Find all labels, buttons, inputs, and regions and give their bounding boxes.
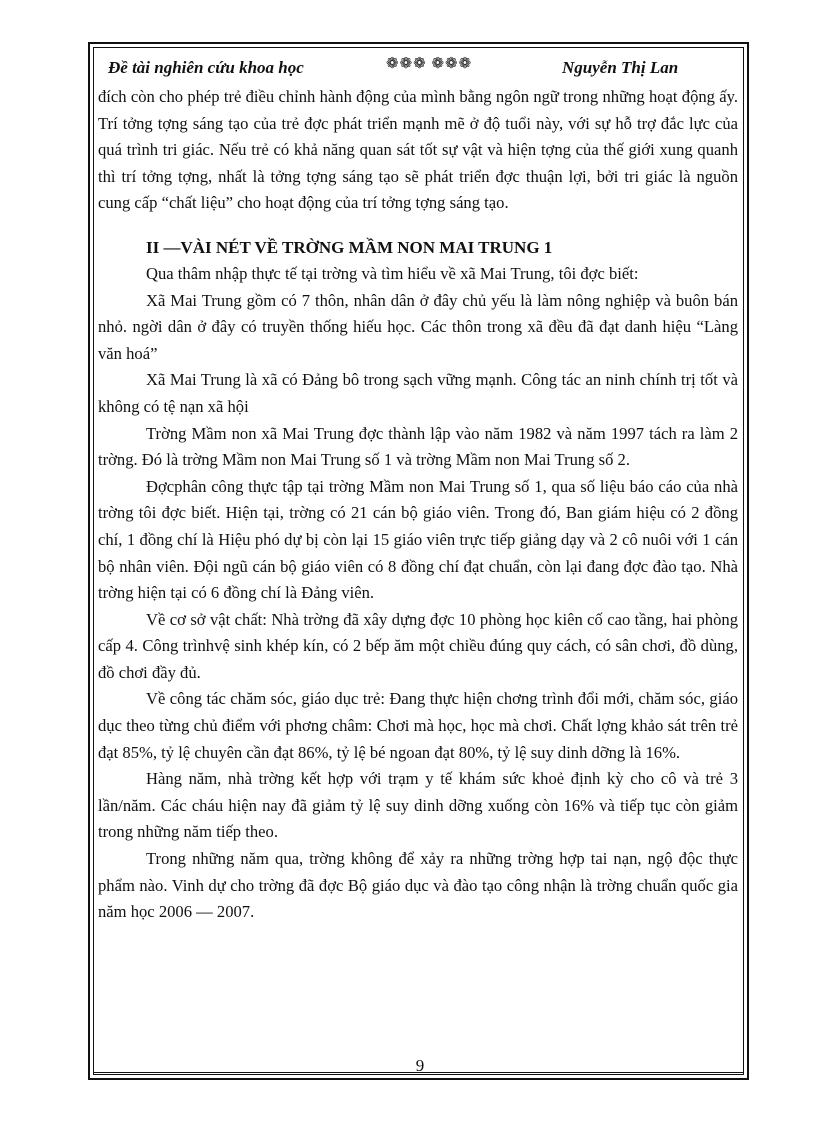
page-header <box>100 54 736 84</box>
paragraph: đích còn cho phép trẻ điều chỉnh hành động của mình bằng ngôn ngữ trong những hoạt động ấy. Trí tởng tợng sáng tạo của trẻ đợc phát triển mạnh mẽ ở độ tuổi này, với sự hỗ trợ đắc lực của quá trình tri giác. Nếu trẻ có khả năng quan sát tốt sự vật và hiện tợng của thế giới xung quanh thì trí tởng tợng, nhất là tởng tợng sáng tạo sẽ phát triển đợc thuận lợi, bởi tri giác là nguồn cung cấp “chất liệu” cho hoạt động của trí tởng tợng sáng tạo. <box>98 87 738 213</box>
paragraph: Hàng năm, nhà trờng kết hợp với trạm y tế khám sức khoẻ định kỳ cho cô và trẻ 3 lần/năm. Các cháu hiện nay đã giảm tỷ lệ suy dinh dỡng xuống còn 16% và tiếp tục còn giảm trong những năm tiếp theo. <box>98 769 738 842</box>
paragraph: Xã Mai Trung là xã có Đảng bô trong sạch vững mạnh. Công tác an ninh chính trị tốt và không có tệ nạn xã hội <box>98 370 738 416</box>
paragraph: Xã Mai Trung gồm có 7 thôn, nhân dân ở đây chủ yếu là làm nông nghiệp và buôn bán nhỏ. ngời dân ở đây có truyền thống hiếu học. Các thôn trong xã đều đã đạt danh hiệu “Làng văn hoá” <box>98 290 738 363</box>
paragraph: Đợcphân công thực tập tại trờng Mầm non Mai Trung số 1, qua số liệu báo cáo của nhà trờng tôi đợc biết. Hiện tại, trờng có 21 cán bộ giáo viên. Trong đó, Ban giám hiệu có 2 đồng chí, 1 đồng chí là Hiệu phó dự bị còn lại 15 giáo viên trực tiếp giảng dạy và 2 cô nuôi với 1 cán bộ nhân viên. Đội ngũ cán bộ giáo viên có 8 đồng chí đạt chuẩn, còn lại đang đợc đào tạo. Nhà trờng hiện tại có 6 đồng chí là Đảng viên. <box>98 476 738 603</box>
header-title: Đề tài nghiên cứu khoa học <box>108 58 304 77</box>
paragraph: Trong những năm qua, trờng không để xảy ra những trờng hợp tai nạn, ngộ độc thực phẩm nào. Vinh dự cho trờng đã đợc Bộ giáo dục và đào tạo công nhận là trờng chuẩn quốc gia năm học 2006 — 2007. <box>98 849 738 922</box>
paragraph: Trờng Mầm non xã Mai Trung đợc thành lập vào năm 1982 và năm 1997 tách ra làm 2 trờng. Đó là trờng Mầm non Mai Trung số 1 và trờng Mầm non Mai Trung số 2. <box>98 423 738 470</box>
header-author: Nguyễn Thị Lan <box>562 58 679 77</box>
paragraph: Về công tác chăm sóc, giáo dục trẻ: Đang thực hiện chơng trình đổi mới, chăm sóc, giáo dục theo từng chủ điểm với phơng châm: Chơi mà học, học mà chơi. Chất lợng khảo sát trên trẻ đạt 85%, tỷ lệ chuyên cần đạt 86%, tỷ lệ bé ngoan đạt 80%, tỷ lệ suy dinh dỡng là 16%. <box>98 689 738 762</box>
section-heading: II —VÀI NÉT VỀ TRỜNG MẦM NON MAI TRUNG 1 <box>146 237 553 257</box>
paragraph: Qua thâm nhập thực tế tại trờng và tìm hiểu về xã Mai Trung, tôi đợc biết: <box>146 263 639 283</box>
page-number: 9 <box>415 1056 425 1075</box>
document-body <box>98 84 738 926</box>
paragraph: Về cơ sở vật chất: Nhà trờng đã xây dựng đợc 10 phòng học kiên cố cao tầng, hai phòng cấp 4. Công trìnhvệ sinh khép kín, có 2 bếp ăm một chiều đúng quy cách, có sân chơi, đồ dùng, đồ chơi đầy đủ. <box>98 609 738 682</box>
header-ornament: ❁❁❁ ❁❁❁ <box>386 56 473 72</box>
